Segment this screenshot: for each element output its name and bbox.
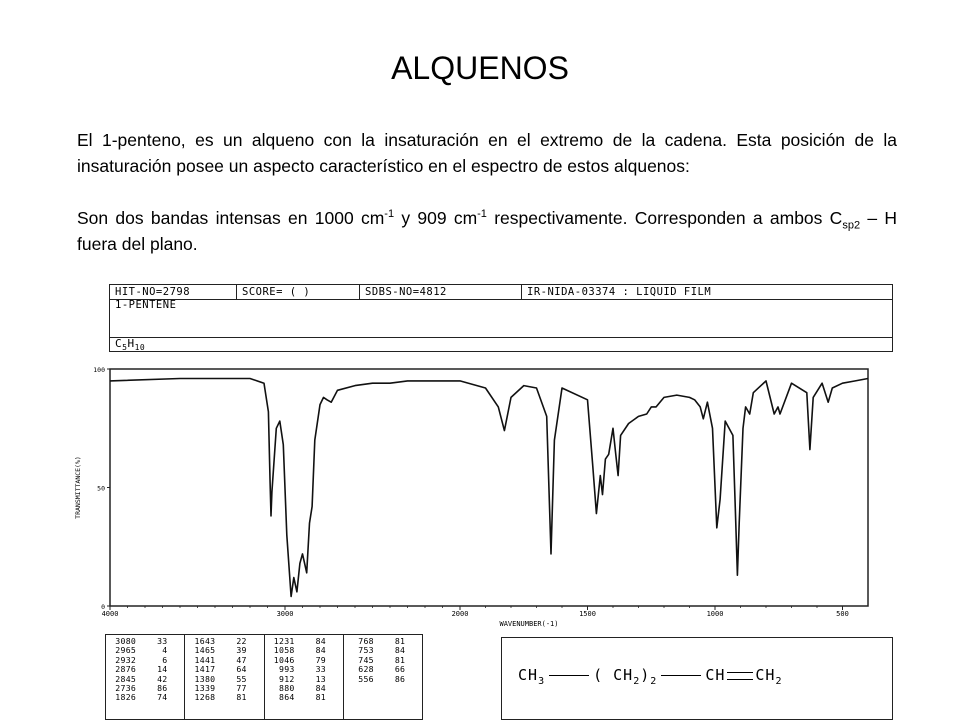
peak-column bbox=[264, 635, 343, 719]
single-bond-2 bbox=[661, 675, 701, 676]
bands-paragraph bbox=[77, 205, 897, 257]
peak-row: 2965 4 bbox=[110, 645, 168, 656]
ir-spectrum-chart bbox=[60, 352, 900, 632]
x-tick-label: 4000 bbox=[101, 610, 119, 618]
peak-row: 880 84 bbox=[268, 683, 327, 694]
formula-h: H bbox=[127, 337, 135, 350]
x-axis-label: WAVENUMBER(-1) bbox=[499, 620, 559, 628]
slide-title: ALQUENOS bbox=[391, 50, 569, 86]
peak-row: 1231 84 bbox=[268, 636, 327, 646]
peak-row: 745 81 bbox=[347, 654, 406, 665]
peak-column bbox=[184, 635, 263, 719]
ch3-sub: 3 bbox=[538, 676, 546, 687]
bands-text-3: respectivamente. Corresponden a ambos C bbox=[486, 208, 843, 228]
x-tick-label: 1000 bbox=[706, 610, 724, 618]
compound-name: 1-PENTENE bbox=[115, 299, 177, 311]
peak-row: 1643 22 bbox=[189, 636, 247, 646]
header-divider bbox=[110, 337, 892, 338]
y-axis-label: TRANSMITTANCE(%) bbox=[74, 456, 82, 519]
bands-sup-1: -1 bbox=[384, 208, 395, 221]
ch2-group-open: ( CH bbox=[593, 666, 634, 684]
plot-frame bbox=[110, 369, 868, 606]
x-tick-label: 3000 bbox=[276, 610, 294, 618]
structural-formula bbox=[518, 666, 783, 687]
y-tick-label: 0 bbox=[101, 603, 105, 611]
peak-row: 864 81 bbox=[268, 692, 327, 703]
ch3-label: CH bbox=[518, 666, 539, 684]
score: SCORE= ( ) bbox=[236, 285, 359, 299]
method: IR-NIDA-03374 : LIQUID FILM bbox=[521, 285, 892, 299]
peak-column bbox=[106, 635, 184, 719]
spectrum-line bbox=[110, 379, 868, 597]
hit-number: HIT-NO=2798 bbox=[115, 286, 191, 298]
peak-row: 2876 14 bbox=[110, 664, 168, 675]
ch2-label: CH bbox=[755, 666, 776, 684]
bands-text-2: y 909 cm bbox=[394, 208, 478, 228]
peak-row: 2736 86 bbox=[110, 683, 168, 694]
peak-row: 628 66 bbox=[347, 664, 406, 675]
bands-text-4: – H fuera del plano. bbox=[77, 208, 897, 254]
header-row bbox=[110, 285, 892, 300]
spectrum-header bbox=[109, 284, 893, 352]
x-tick-label: 1500 bbox=[579, 610, 596, 618]
ch2-group-sub: 2 bbox=[633, 676, 641, 687]
peak-row: 1826 74 bbox=[110, 692, 168, 703]
y-tick-label: 50 bbox=[97, 484, 105, 493]
formula-h-sub: 10 bbox=[134, 343, 146, 353]
peak-row: 993 33 bbox=[268, 664, 327, 675]
structure-box bbox=[501, 637, 893, 720]
peak-row: 3080 33 bbox=[110, 636, 168, 646]
peak-row: 1441 47 bbox=[189, 654, 247, 665]
peak-row: 1417 64 bbox=[189, 664, 247, 675]
formula-c-sub: 5 bbox=[122, 343, 128, 353]
ch2-group-close: ) bbox=[640, 666, 651, 684]
peak-row: 1380 55 bbox=[189, 673, 247, 684]
peak-row: 2932 6 bbox=[110, 654, 168, 665]
bands-text-1: Son dos bandas intensas en 1000 cm bbox=[77, 208, 385, 228]
peak-row: 1058 84 bbox=[268, 645, 327, 656]
x-tick-label: 500 bbox=[836, 610, 849, 618]
bands-sup-2: -1 bbox=[477, 208, 487, 221]
peak-row: 1046 79 bbox=[268, 654, 327, 665]
peak-table bbox=[105, 634, 423, 720]
peak-row: 1465 39 bbox=[189, 645, 247, 656]
intro-paragraph: El 1-penteno, es un alqueno con la insaturación en el extremo de la cadena. Esta posición de la insaturación posee un aspecto característico en el espectro de estos alquenos: bbox=[77, 130, 897, 176]
y-tick-label: 100 bbox=[93, 366, 105, 374]
peak-row: 753 84 bbox=[347, 645, 406, 656]
peak-column bbox=[343, 635, 422, 719]
bands-sub: sp2 bbox=[842, 219, 861, 232]
single-bond-1 bbox=[549, 675, 589, 676]
peak-row: 1268 81 bbox=[189, 692, 247, 703]
molecular-formula bbox=[115, 337, 146, 353]
ch2-group-count: 2 bbox=[650, 676, 658, 687]
peak-row: 1339 77 bbox=[189, 683, 247, 694]
peak-row: 912 13 bbox=[268, 673, 327, 684]
double-bond bbox=[727, 672, 753, 680]
peak-row: 768 81 bbox=[347, 636, 406, 646]
formula-c: C bbox=[115, 337, 123, 350]
sdbs-number: SDBS-NO=4812 bbox=[359, 285, 521, 299]
peak-row: 2845 42 bbox=[110, 673, 168, 684]
ch2-sub: 2 bbox=[775, 676, 783, 687]
x-tick-label: 2000 bbox=[451, 610, 469, 618]
peak-row: 556 86 bbox=[347, 673, 406, 684]
ch-label: CH bbox=[705, 666, 726, 684]
